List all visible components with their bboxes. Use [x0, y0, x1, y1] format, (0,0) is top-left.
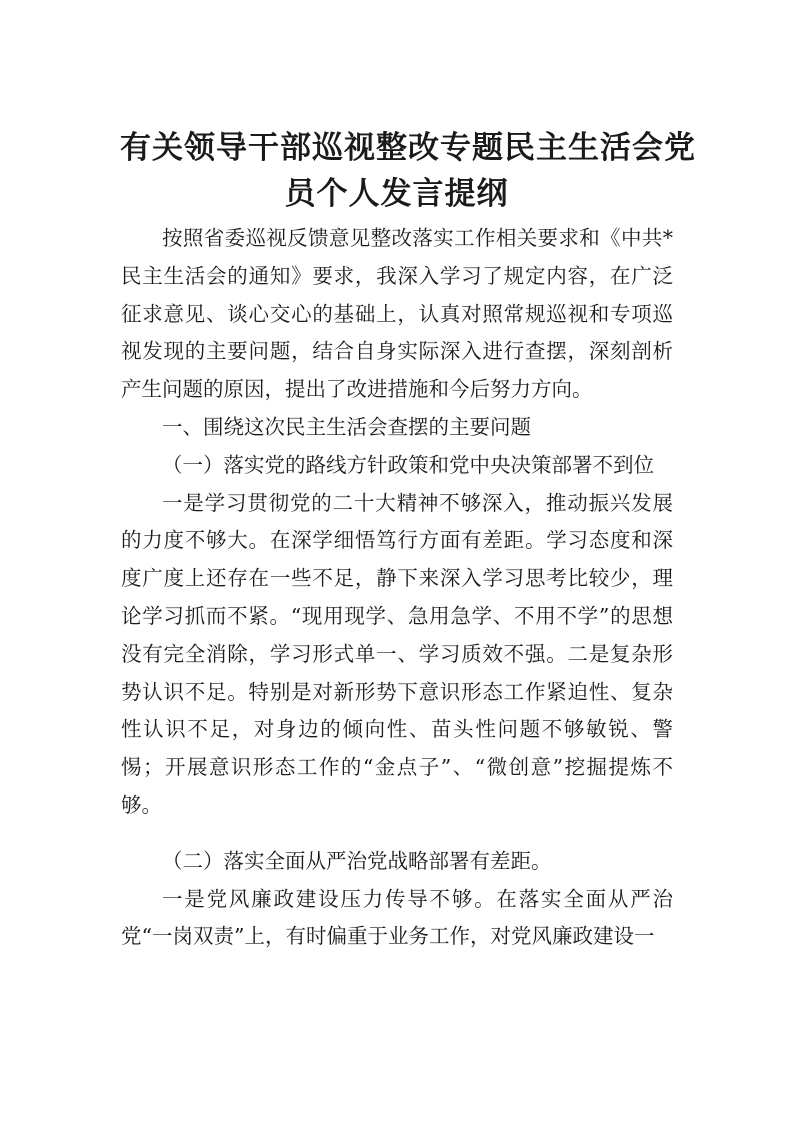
document-title-line-1: 有关领导干部巡视整改专题民主生活会党 [120, 130, 696, 166]
subsection-heading-1: （一）落实党的路线方针政策和党中央决策部署不到位 [162, 452, 654, 477]
intro-paragraph: 按照省委巡视反馈意见整改落实工作相关要求和《中共*民主生活会的通知》要求，我深入学习了规定内容，在广泛征求意见、谈心交心的基础上，认真对照常规巡视和专项巡视发现的主要问题，结合自身实际深入进行查摆，深刻剖析产生问题的原因，提出了改进措施和今后努力方向。 [121, 226, 673, 402]
section-heading-1: 一、围绕这次民主生活会查摆的主要问题 [162, 414, 531, 439]
document-body [121, 220, 673, 956]
body-paragraph-2: 一是党风廉政建设压力传导不够。在落实全面从严治党“一岗双责”上，有时偏重于业务工作，对党风廉政建设一 [121, 886, 673, 949]
document-title-line-2: 员个人发言提纲 [284, 176, 509, 212]
subsection-heading-2: （二）落实全面从严治党战略部署有差距。 [162, 848, 552, 873]
body-paragraph-1: 一是学习贯彻党的二十大精神不够深入，推动振兴发展的力度不够大。在深学细悟笃行方面有差距。学习态度和深度广度上还存在一些不足，静下来深入学习思考比较少，理论学习抓而不紧。“现用现学、急用急学、不用不学”的思想没有完全消除，学习形式单一、学习质效不强。二是复杂形势认识不足。特别是对新形势下意识形态工作紧迫性、复杂性认识不足，对身边的倾向性、苗头性问题不够敏锐、警惕；开展意识形态工作的“金点子”、“微创意”挖掘提炼不够。 [121, 490, 673, 817]
